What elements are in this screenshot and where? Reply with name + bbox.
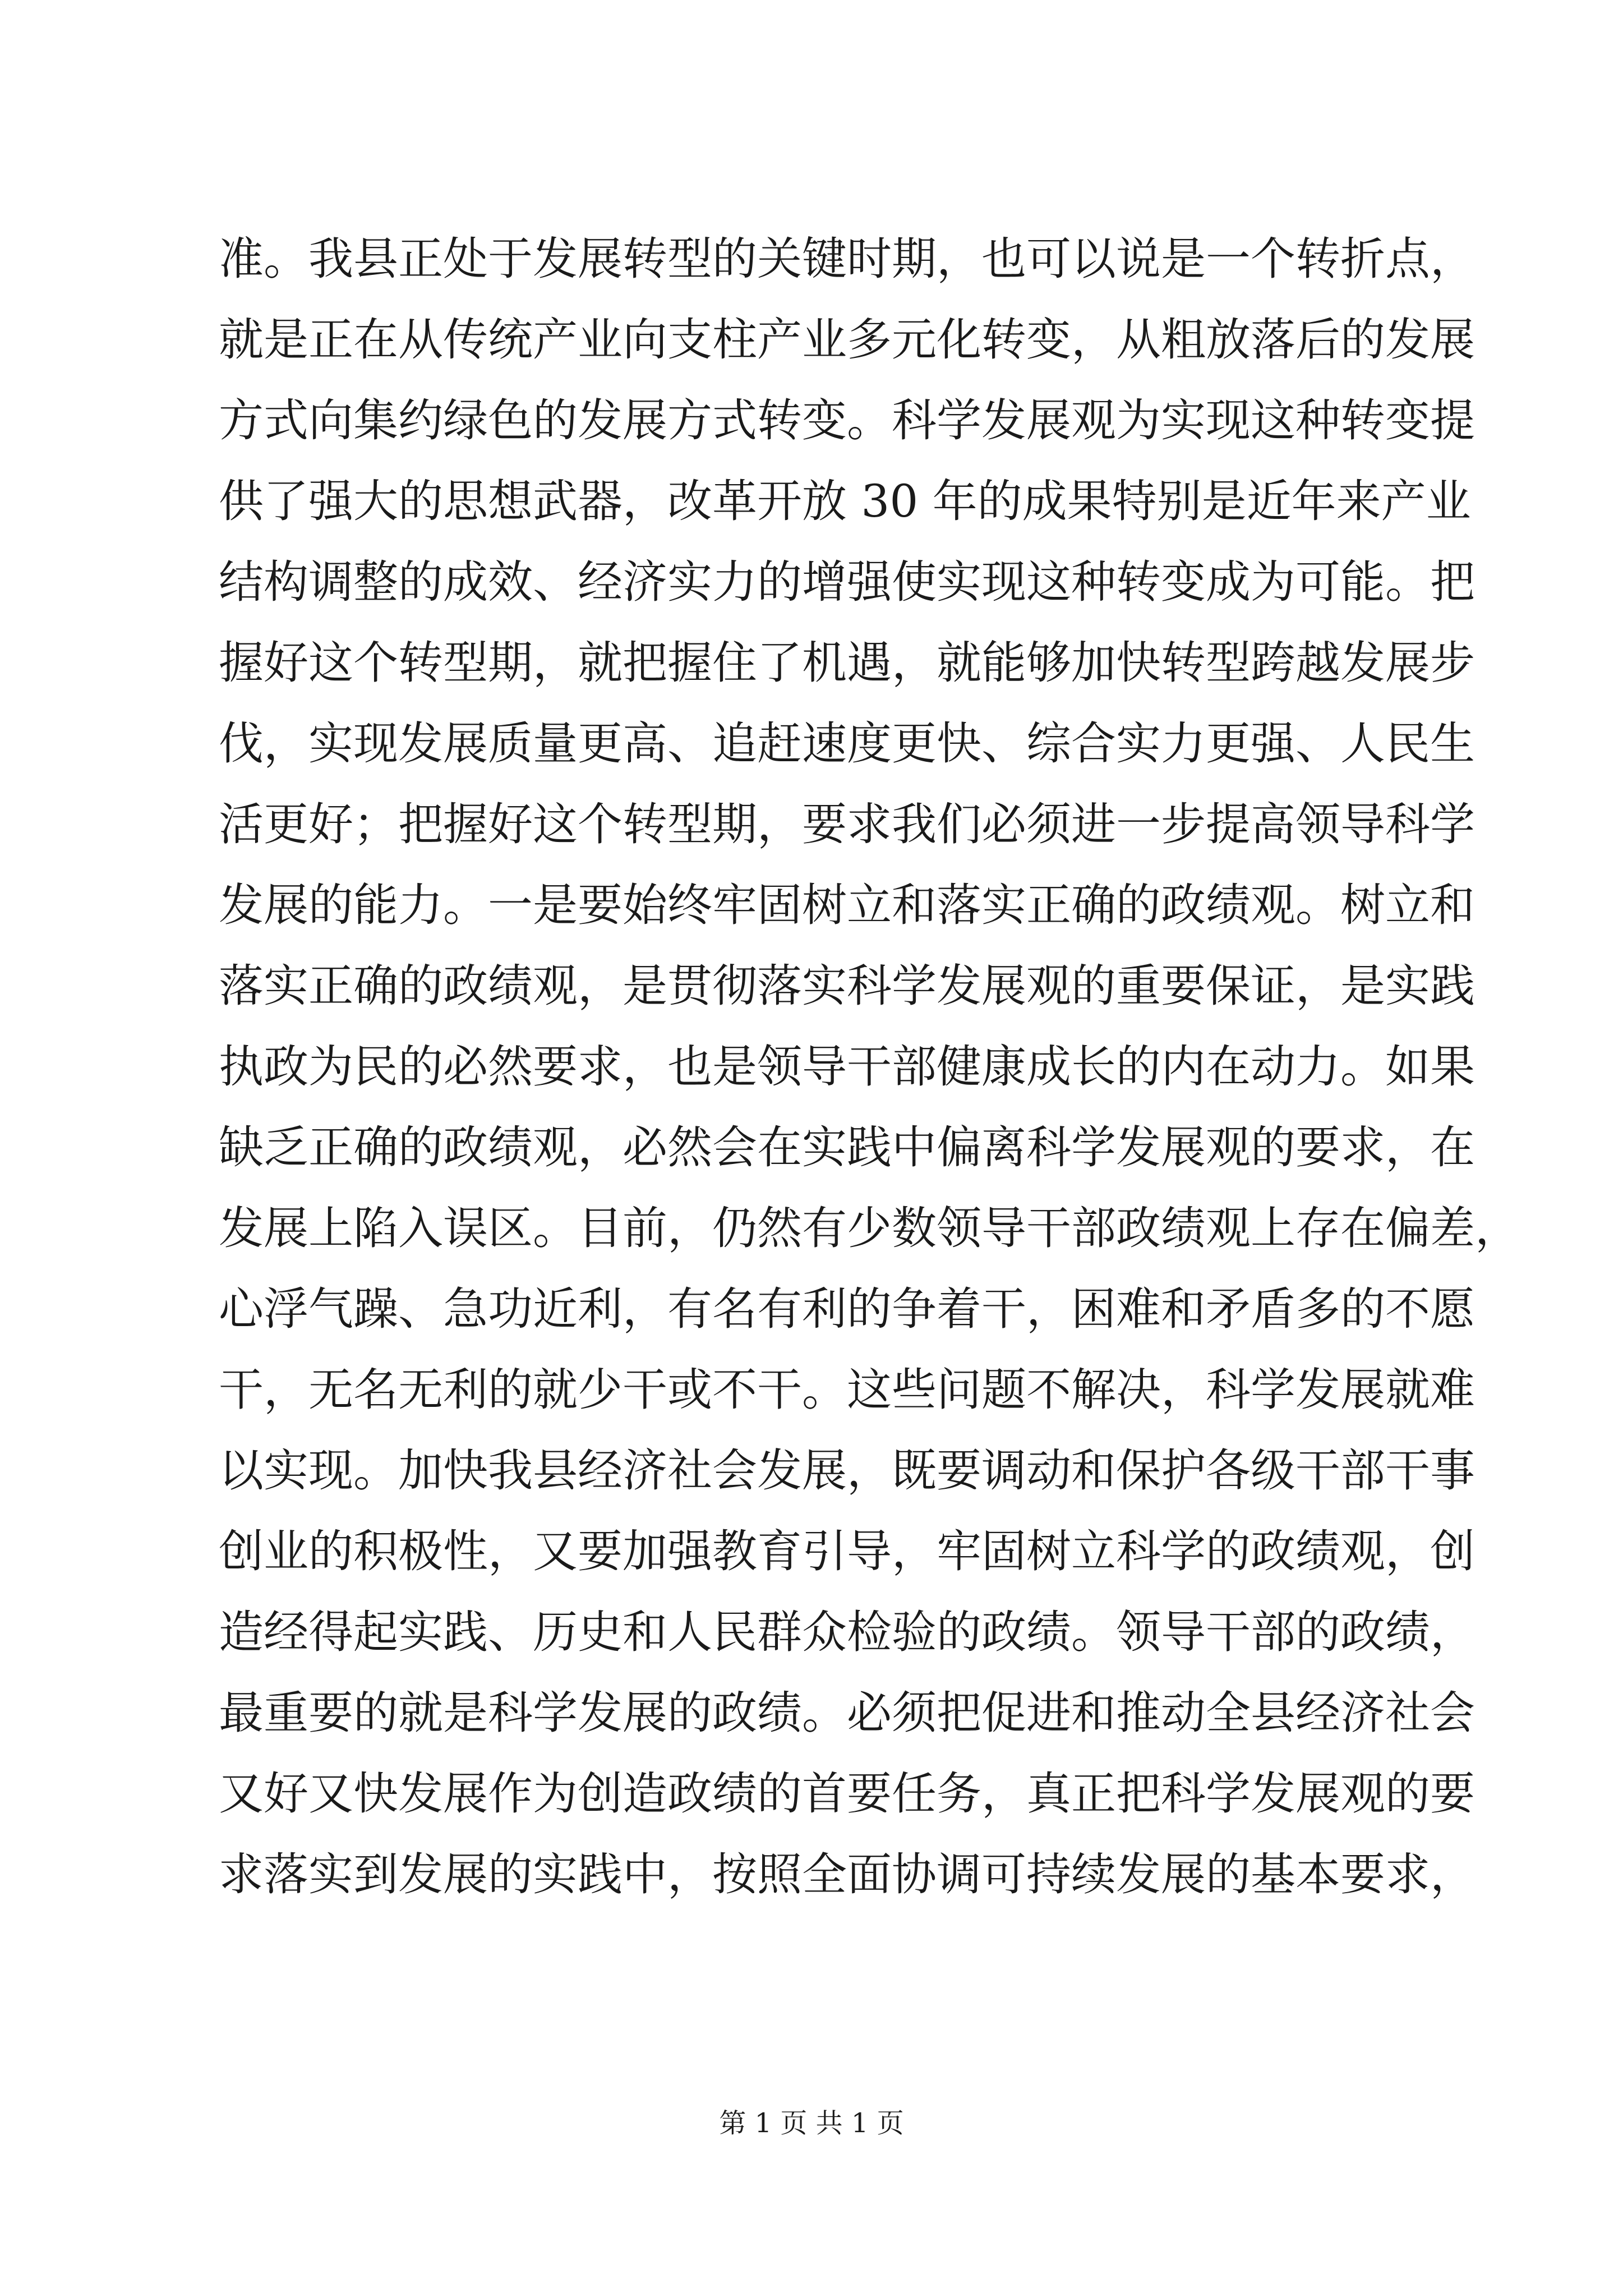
- text-line: 最重要的就是科学发展的政绩。必须把促进和推动全县经济社会: [219, 1687, 1475, 1739]
- text-line: 心浮气躁、急功近利，有名有利的争着干，困难和矛盾多的不愿: [219, 1283, 1475, 1335]
- text-line: 伐，实现发展质量更高、追赶速度更快、综合实力更强、人民生: [219, 717, 1475, 770]
- text-line: 又好又快发展作为创造政绩的首要任务，真正把科学发展观的要: [219, 1768, 1475, 1820]
- page-footer: 第 1 页 共 1 页: [719, 2108, 904, 2139]
- text-line: 结构调整的成效、经济实力的增强使实现这种转变成为可能。把: [219, 556, 1475, 608]
- text-line: 缺乏正确的政绩观，必然会在实践中偏离科学发展观的要求，在: [219, 1121, 1475, 1174]
- body-paragraph: [219, 219, 1520, 1915]
- text-line: 发展上陷入误区。目前，仍然有少数领导干部政绩观上存在偏差，: [219, 1202, 1520, 1254]
- text-line: 求落实到发展的实践中，按照全面协调可持续发展的基本要求，: [219, 1848, 1475, 1901]
- text-line: 握好这个转型期，就把握住了机遇，就能够加快转型跨越发展步: [219, 637, 1475, 689]
- text-line: 落实正确的政绩观，是贯彻落实科学发展观的重要保证，是实践: [219, 960, 1475, 1012]
- text-line: 创业的积极性，又要加强教育引导，牢固树立科学的政绩观，创: [219, 1525, 1475, 1577]
- text-line: 造经得起实践、历史和人民群众检验的政绩。领导干部的政绩，: [219, 1606, 1475, 1658]
- text-line: 发展的能力。一是要始终牢固树立和落实正确的政绩观。树立和: [219, 879, 1475, 931]
- text-line: 方式向集约绿色的发展方式转变。科学发展观为实现这种转变提: [219, 394, 1475, 447]
- text-line: 供了强大的思想武器，改革开放 30 年的成果特别是近年来产业: [219, 475, 1471, 527]
- text-line: 以实现。加快我县经济社会发展，既要调动和保护各级干部干事: [219, 1444, 1475, 1497]
- text-line: 准。我县正处于发展转型的关键时期，也可以说是一个转折点，: [219, 233, 1475, 285]
- text-line: 干，无名无利的就少干或不干。这些问题不解决，科学发展就难: [219, 1364, 1475, 1416]
- text-line: 活更好；把握好这个转型期，要求我们必须进一步提高领导科学: [219, 798, 1475, 850]
- text-line: 就是正在从传统产业向支柱产业多元化转变，从粗放落后的发展: [219, 314, 1475, 366]
- text-line: 执政为民的必然要求，也是领导干部健康成长的内在动力。如果: [219, 1041, 1475, 1093]
